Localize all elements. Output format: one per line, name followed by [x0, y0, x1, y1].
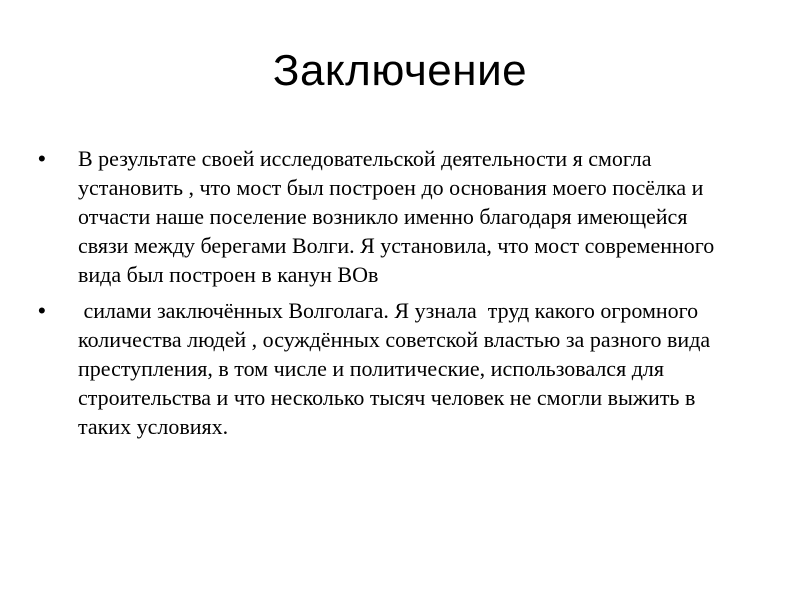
bullet-text: силами заключённых Волголага. Я узнала труд какого огромного количества людей , осуждённых советской властью за разного вида преступления, в том числе и политические, использовался для строительства и что несколько тысяч человек не смогли выжить в таких условиях.: [78, 298, 716, 439]
bullet-icon: •: [38, 298, 46, 323]
bullet-list: [38, 144, 738, 448]
bullet-text: В результате своей исследовательской деятельности я смогла установить , что мост был построен до основания моего посёлка и отчасти наше поселение возникло именно благодаря имеющейся связи между берегами Волги. Я установила, что мост современного вида был построен в канун ВОв: [78, 146, 720, 287]
slide-title: Заключение: [272, 46, 528, 95]
bullet-item: [38, 144, 738, 289]
bullet-item: [38, 296, 738, 441]
bullet-icon: •: [38, 146, 46, 171]
